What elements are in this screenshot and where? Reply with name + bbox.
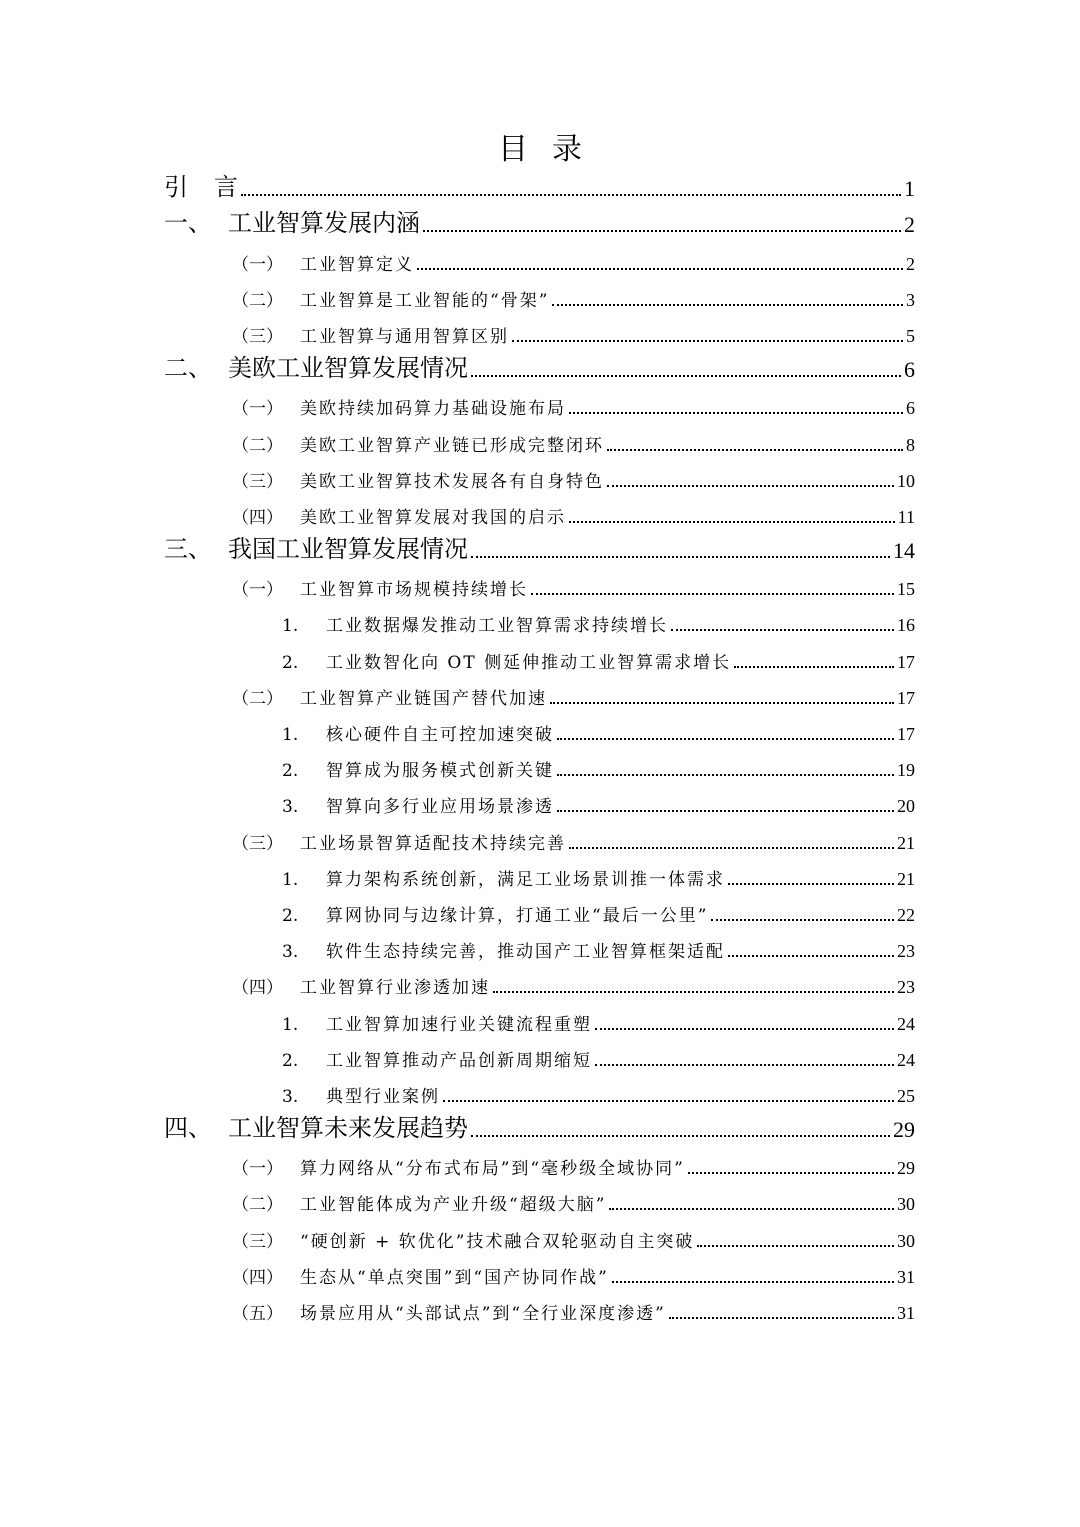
toc-entry-page-number: 2 [904, 212, 915, 238]
toc-entry-level-3[interactable] [0, 751, 1080, 787]
toc-entry-level-2[interactable] [0, 1185, 1080, 1221]
toc-entry-title: 美欧工业智算技术发展各有自身特色 [300, 471, 604, 492]
dot-leader [471, 1134, 890, 1137]
toc-entry-level-2[interactable] [0, 389, 1080, 425]
toc-entry-number: （二） [232, 290, 283, 311]
toc-entry-number: 一、 [164, 209, 212, 238]
toc-entry-title: 软件生态持续完善，推动国产工业智算框架适配 [326, 942, 725, 963]
toc-entry-number: （四） [232, 507, 283, 528]
toc-entry-level-2[interactable] [0, 425, 1080, 461]
toc-entry-level-3[interactable] [0, 860, 1080, 896]
toc-entry-title: 美欧工业智算发展情况 [228, 354, 468, 383]
dot-leader [241, 193, 901, 196]
toc-entry-title: 工业场景智算适配技术持续完善 [300, 833, 566, 854]
toc-entry-level-1[interactable] [0, 1113, 1080, 1149]
toc-entry-number: （一） [232, 254, 283, 275]
toc-entry-title: 算力网络从“分布式布局”到“毫秒级全域协同” [300, 1159, 685, 1180]
toc-entry-number: 3. [282, 1086, 299, 1107]
toc-entry-title: 算网协同与边缘计算，打通工业“最后一公里” [326, 905, 709, 926]
toc-entry-page-number: 2 [906, 253, 915, 274]
toc-entry-page-number: 22 [897, 904, 915, 925]
toc-entry-number: 2. [282, 652, 299, 673]
toc-entry-page-number: 31 [897, 1303, 915, 1323]
toc-entry-number: 1. [282, 616, 299, 637]
dot-leader [569, 411, 903, 414]
toc-entry-page-number: 8 [906, 434, 915, 455]
toc-entry-level-2[interactable] [0, 317, 1080, 353]
toc-entry-title: 工业智算是工业智能的“骨架” [300, 290, 550, 311]
toc-entry-page-number: 20 [897, 796, 915, 817]
toc-entry-level-2[interactable] [0, 679, 1080, 715]
dot-leader [550, 701, 894, 704]
toc-entry-title: 言 [214, 173, 238, 202]
toc-entry-number: （一） [232, 1159, 283, 1180]
table-of-contents [0, 172, 1080, 1330]
toc-entry-title: “硬创新 + 软优化”技术融合双轮驱动自主突破 [300, 1231, 695, 1252]
toc-entry-page-number: 25 [897, 1085, 915, 1106]
dot-leader [569, 520, 895, 523]
toc-entry-number: 1. [282, 1014, 299, 1035]
toc-entry-page-number: 14 [893, 538, 915, 564]
toc-entry-page-number: 30 [897, 1230, 915, 1251]
title-part-1: 目 [498, 132, 528, 167]
toc-entry-number: 二、 [164, 354, 212, 383]
toc-entry-number: 2. [282, 905, 299, 926]
toc-entry-level-2[interactable] [0, 462, 1080, 498]
toc-entry-level-2[interactable] [0, 1221, 1080, 1257]
toc-entry-page-number: 6 [904, 357, 915, 383]
toc-entry-page-number: 19 [897, 760, 915, 781]
toc-entry-level-2[interactable] [0, 1258, 1080, 1294]
toc-entry-title: 工业数智化向 OT 侧延伸推动工业智算需求增长 [326, 652, 732, 673]
toc-entry-number: 3. [282, 797, 299, 818]
dot-leader [728, 882, 894, 885]
dot-leader [471, 555, 890, 558]
toc-entry-number: 2. [282, 1050, 299, 1071]
toc-entry-title: 工业数据爆发推动工业智算需求持续增长 [326, 616, 668, 637]
dot-leader [669, 1316, 894, 1319]
dot-leader [607, 448, 903, 451]
toc-entry-page-number: 3 [906, 289, 915, 310]
toc-entry-page-number: 17 [897, 687, 915, 708]
toc-entry-title: 工业智算产业链国产替代加速 [300, 688, 547, 709]
toc-entry-number: （二） [232, 435, 283, 456]
dot-leader [734, 665, 894, 668]
toc-entry-page-number: 24 [897, 1049, 915, 1070]
toc-entry-number: （三） [232, 1231, 283, 1252]
toc-entry-title: 工业智算行业渗透加速 [300, 978, 490, 999]
toc-entry-title: 智算向多行业应用场景渗透 [326, 797, 554, 818]
toc-entry-level-1[interactable] [0, 208, 1080, 244]
toc-entry-title: 工业智算市场规模持续增长 [300, 580, 528, 601]
toc-entry-page-number: 31 [897, 1266, 915, 1287]
toc-entry-page-number: 30 [897, 1194, 915, 1215]
toc-entry-title: 典型行业案例 [326, 1086, 440, 1107]
dot-leader [688, 1171, 894, 1174]
toc-entry-level-3[interactable] [0, 1041, 1080, 1077]
toc-entry-level-2[interactable] [0, 968, 1080, 1004]
dot-leader [512, 339, 903, 342]
toc-entry-level-2[interactable] [0, 570, 1080, 606]
toc-entry-level-1[interactable] [0, 172, 1080, 208]
dot-leader [728, 954, 894, 957]
dot-leader [557, 809, 894, 812]
toc-entry-page-number: 23 [897, 941, 915, 962]
dot-leader [595, 1063, 894, 1066]
dot-leader [595, 1027, 894, 1030]
dot-leader [569, 846, 894, 849]
toc-entry-level-3[interactable] [0, 896, 1080, 932]
dot-leader [552, 303, 903, 306]
dot-leader [471, 374, 901, 377]
toc-entry-title: 美欧工业智算发展对我国的启示 [300, 507, 566, 528]
toc-entry-level-2[interactable] [0, 823, 1080, 859]
toc-entry-level-1[interactable] [0, 534, 1080, 570]
toc-entry-title: 工业智算发展内涵 [228, 209, 420, 238]
toc-entry-level-2[interactable] [0, 1149, 1080, 1185]
toc-entry-page-number: 10 [897, 470, 915, 491]
dot-leader [697, 1244, 894, 1247]
toc-entry-number: （三） [232, 833, 283, 854]
dot-leader [417, 267, 903, 270]
toc-entry-number: （四） [232, 978, 283, 999]
toc-entry-number: 四、 [164, 1114, 212, 1143]
toc-entry-page-number: 29 [897, 1158, 915, 1179]
toc-entry-title: 美欧持续加码算力基础设施布局 [300, 399, 566, 420]
toc-entry-number: （五） [232, 1304, 283, 1324]
toc-entry-title: 工业智算推动产品创新周期缩短 [326, 1050, 592, 1071]
toc-entry-number: （一） [232, 580, 283, 601]
toc-entry-page-number: 23 [897, 977, 915, 998]
toc-entry-title: 生态从“单点突围”到“国产协同作战” [300, 1267, 609, 1288]
toc-entry-level-2[interactable] [0, 281, 1080, 317]
toc-entry-number: （一） [232, 399, 283, 420]
toc-entry-number: 1. [282, 869, 299, 890]
toc-entry-number: 引 [164, 173, 188, 202]
toc-entry-level-3[interactable] [0, 787, 1080, 823]
toc-entry-number: （三） [232, 471, 283, 492]
dot-leader [671, 628, 894, 631]
dot-leader [711, 918, 894, 921]
toc-entry-title: 工业智算与通用智算区别 [300, 326, 509, 347]
toc-entry-level-3[interactable] [0, 642, 1080, 678]
toc-entry-page-number: 17 [897, 724, 915, 744]
dot-leader [423, 229, 901, 232]
dot-leader [493, 990, 894, 993]
toc-entry-page-number: 21 [897, 868, 915, 889]
toc-entry-title: 工业智算未来发展趋势 [228, 1114, 468, 1143]
toc-entry-level-3[interactable] [0, 1077, 1080, 1113]
toc-entry-title: 工业智算加速行业关键流程重塑 [326, 1014, 592, 1035]
toc-entry-level-3[interactable] [0, 932, 1080, 968]
toc-entry-title: 场景应用从“头部试点”到“全行业深度渗透” [300, 1304, 666, 1324]
toc-entry-level-2[interactable] [0, 244, 1080, 280]
dot-leader [612, 1280, 894, 1283]
dot-leader [557, 773, 894, 776]
dot-leader [531, 592, 894, 595]
toc-entry-title: 工业智能体成为产业升级“超级大脑” [300, 1195, 607, 1216]
toc-entry-number: （三） [232, 326, 283, 347]
toc-entry-page-number: 29 [893, 1117, 915, 1143]
toc-entry-number: （二） [232, 1195, 283, 1216]
toc-entry-level-2[interactable] [0, 498, 1080, 534]
toc-entry-level-2[interactable] [0, 1294, 1080, 1330]
page-title [0, 128, 1080, 172]
dot-leader [609, 1207, 894, 1210]
toc-entry-title: 智算成为服务模式创新关键 [326, 761, 554, 782]
toc-entry-number: （二） [232, 688, 283, 709]
toc-entry-number: 三、 [164, 535, 212, 564]
toc-entry-page-number: 6 [906, 398, 915, 419]
toc-entry-page-number: 16 [897, 615, 915, 636]
dot-leader [607, 484, 894, 487]
toc-entry-level-3[interactable] [0, 1004, 1080, 1040]
toc-entry-title: 核心硬件自主可控加速突破 [326, 725, 554, 745]
toc-entry-number: （四） [232, 1267, 283, 1288]
toc-entry-level-1[interactable] [0, 353, 1080, 389]
toc-entry-title: 工业智算定义 [300, 254, 414, 275]
toc-entry-title: 美欧工业智算产业链已形成完整闭环 [300, 435, 604, 456]
toc-entry-number: 1. [282, 725, 299, 745]
toc-entry-number: 2. [282, 761, 299, 782]
title-part-2: 录 [552, 132, 582, 167]
toc-entry-page-number: 17 [897, 651, 915, 672]
toc-entry-title: 我国工业智算发展情况 [228, 535, 468, 564]
dot-leader [443, 1099, 894, 1102]
toc-entry-page-number: 24 [897, 1013, 915, 1034]
toc-entry-page-number: 21 [897, 832, 915, 853]
toc-entry-number: 3. [282, 942, 299, 963]
toc-entry-page-number: 15 [897, 579, 915, 600]
toc-entry-title: 算力架构系统创新，满足工业场景训推一体需求 [326, 869, 725, 890]
toc-entry-page-number: 1 [904, 176, 915, 202]
toc-entry-page-number: 5 [906, 325, 915, 346]
toc-entry-level-3[interactable] [0, 606, 1080, 642]
dot-leader [557, 737, 894, 740]
toc-entry-level-3[interactable] [0, 715, 1080, 751]
toc-entry-page-number: 11 [897, 506, 915, 527]
